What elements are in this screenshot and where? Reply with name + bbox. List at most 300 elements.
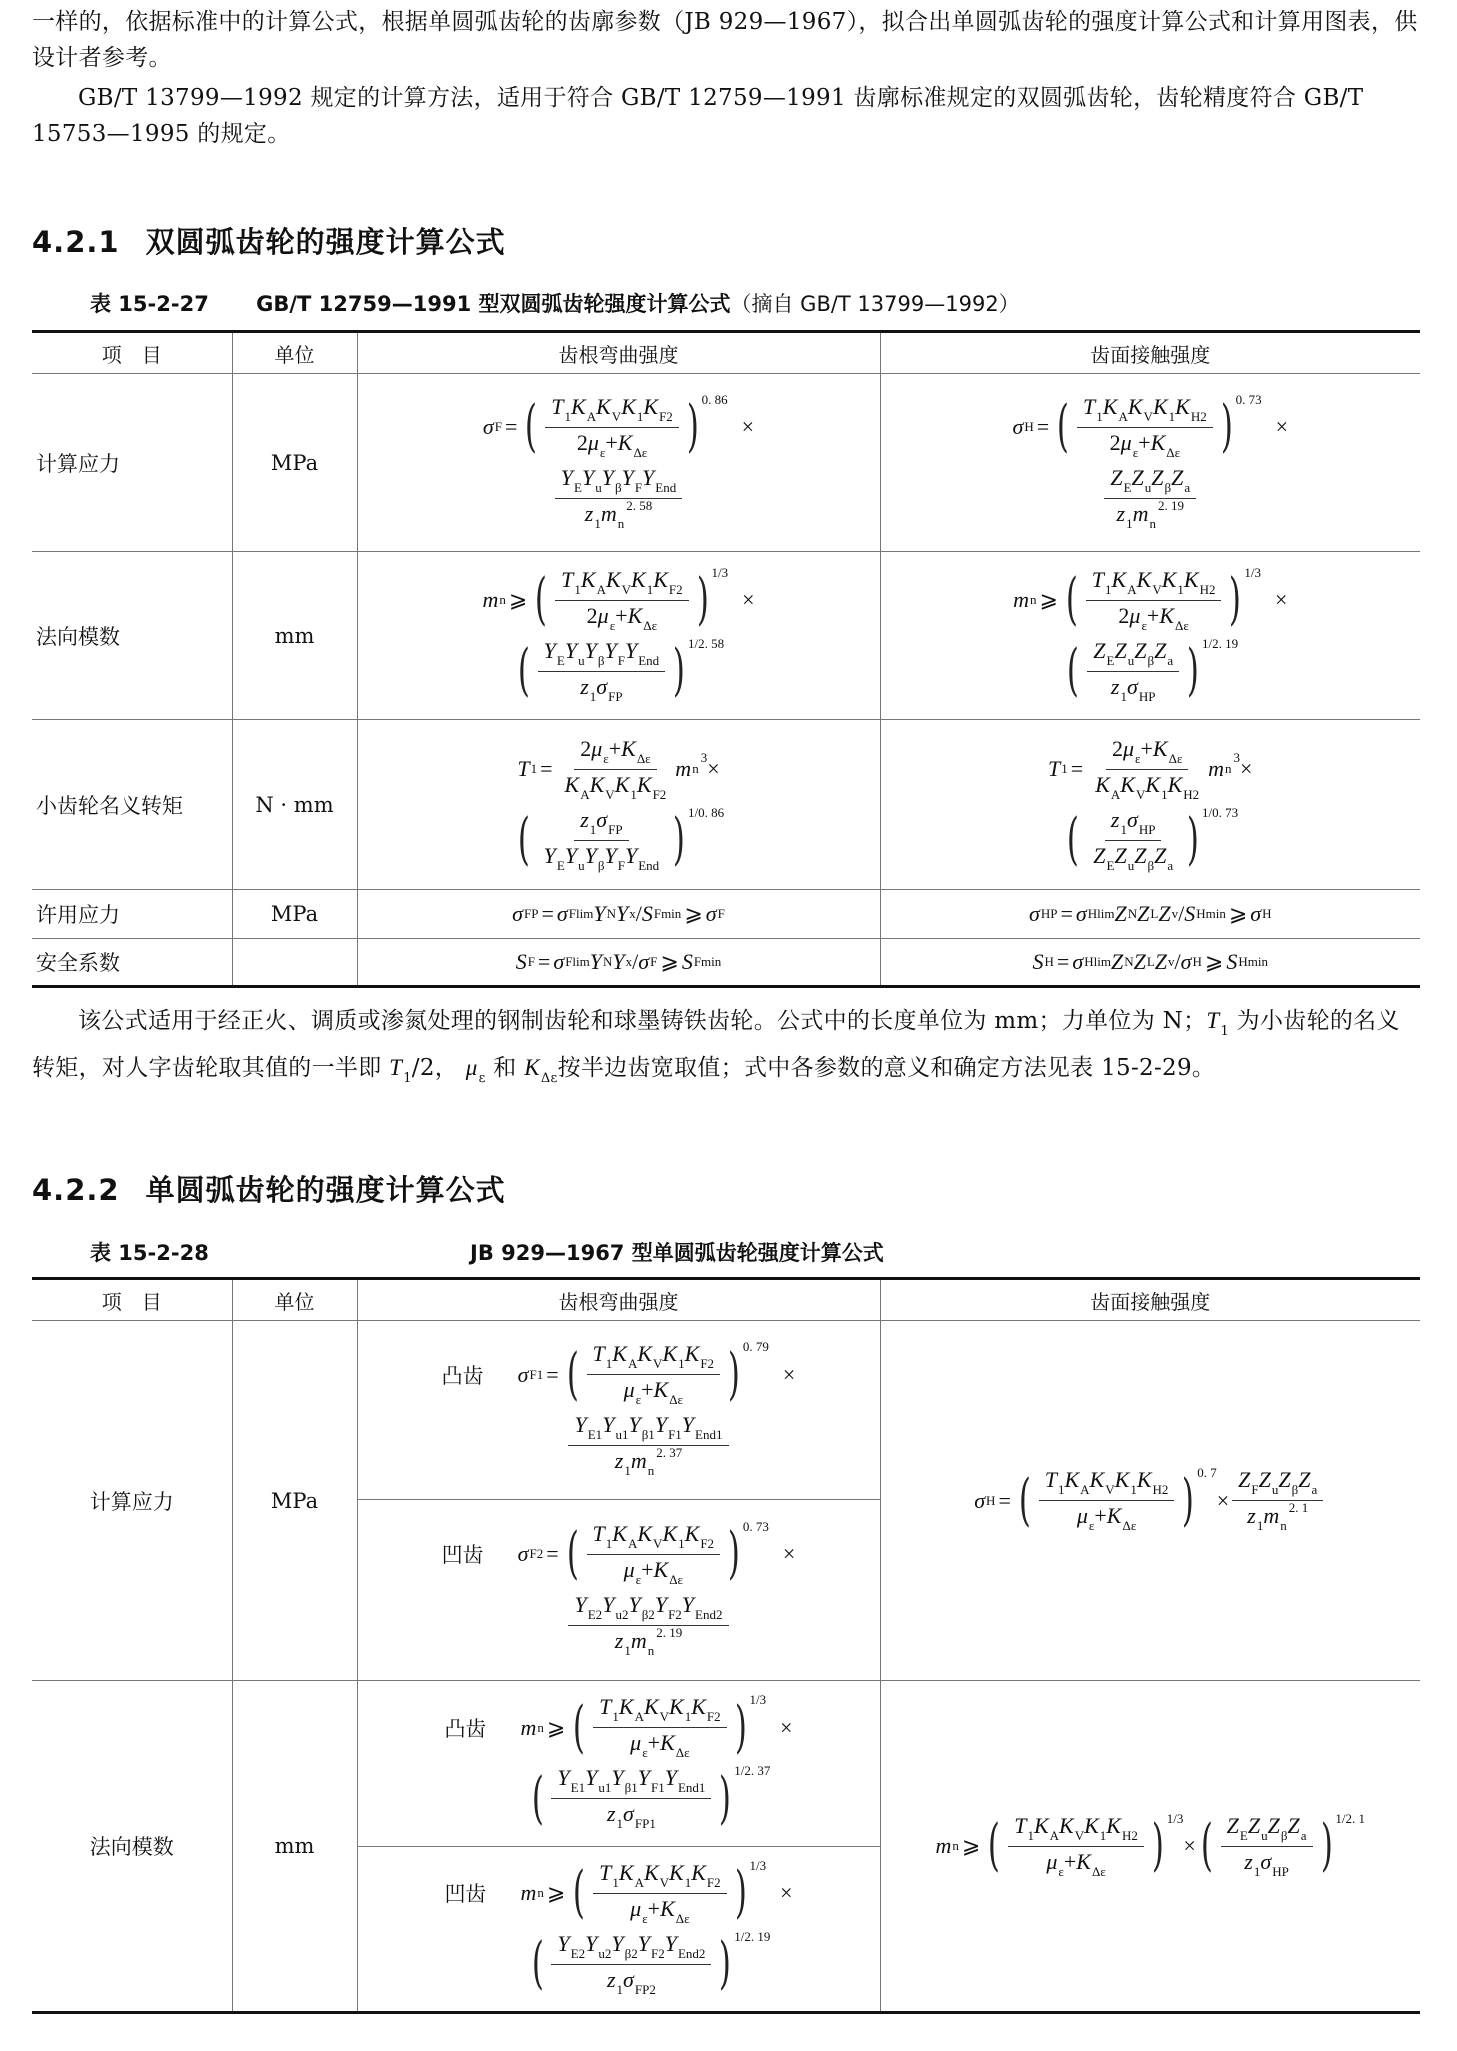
formula-token: FP1 — [634, 1816, 656, 1832]
formula-token: σ — [556, 901, 568, 926]
formula-token: V — [659, 1709, 670, 1725]
formula-token: 1/3 — [711, 564, 729, 580]
formula-token: ) — [727, 1521, 740, 1587]
formula-token: 1 — [1027, 1827, 1034, 1843]
formula-token: ε — [1132, 444, 1139, 460]
formula-token: ) — [734, 1860, 747, 1926]
formula-token: 1 — [1168, 408, 1176, 424]
formula-token: σ — [596, 673, 608, 699]
formula-concave-bending-module — [358, 1846, 880, 2011]
formula-token — [1014, 1467, 1217, 1534]
formula-token: Δε — [675, 1910, 690, 1926]
formula-token: H2 — [1183, 786, 1200, 802]
formula-token: × — [780, 1880, 793, 1906]
formula-token: K — [1159, 602, 1175, 628]
formula-token: K — [1106, 1503, 1122, 1528]
formula-token: K — [617, 429, 633, 455]
formula-token: m — [675, 756, 692, 781]
formula-token: σ — [1250, 901, 1262, 926]
formula-token — [1111, 499, 1190, 532]
table-header-row — [32, 1279, 1420, 1321]
formula-token: A — [627, 1535, 638, 1551]
formula-token: 1 — [1120, 821, 1127, 837]
formula-token: Y — [637, 1930, 650, 1956]
formula-token: z — [584, 500, 594, 526]
table-number: 表 15-2-27 — [90, 292, 209, 316]
formula-token: 1/3 — [1166, 1810, 1184, 1826]
formula-token: Y — [654, 1591, 668, 1617]
formula-token — [527, 1765, 771, 1832]
formula-token: = — [998, 1487, 1011, 1513]
formula-token — [538, 638, 666, 672]
formula-token: 1 — [589, 821, 597, 837]
formula-token — [1104, 465, 1196, 532]
formula-token: Flim — [565, 954, 590, 969]
formula-token: K — [605, 566, 621, 592]
formula-token: 1 — [646, 581, 654, 597]
formula-token: Y — [602, 1591, 615, 1617]
formula-token: V — [1143, 408, 1153, 424]
formula-token — [1008, 1813, 1144, 1880]
formula-token: ) — [734, 1694, 747, 1760]
formula-token: V — [1135, 786, 1146, 802]
row-unit: N · mm — [232, 720, 357, 890]
row-unit: MPa — [232, 374, 357, 552]
formula-token: $\mu_\varepsilon+K_{\Delta\varepsilon}$ — [623, 1377, 684, 1408]
formula-token: T 1 = $\frac{2\mu_\varepsilon+K_{\Delta\varepsilon}}{K_AK_VK_1K_{F2}}$ m n 3 × — [517, 735, 720, 802]
formula-token: E — [556, 857, 565, 873]
formula-token: 0. 86 — [701, 391, 728, 407]
formula-token: Y — [637, 1765, 650, 1791]
formula-token: u — [1127, 652, 1135, 668]
formula-token: n — [1149, 515, 1156, 531]
formula-token: K — [524, 1055, 540, 1080]
formula-token: Y — [604, 637, 617, 663]
formula-token: Δε — [643, 617, 658, 633]
formula-token — [1062, 635, 1239, 705]
formula-token: F1 — [529, 1366, 544, 1382]
formula-token: E2 — [587, 1606, 603, 1622]
formula-contact-module — [880, 552, 1420, 720]
formula-token: Y — [543, 637, 556, 663]
formula-token: Δε — [1168, 750, 1183, 766]
formula-token: V — [653, 1356, 663, 1372]
formula-token: 2. 19 — [656, 1624, 683, 1640]
row-unit: MPa — [232, 890, 357, 939]
formula-token: 1 — [1220, 1024, 1230, 1039]
row-item: 计算应力 — [32, 1321, 232, 1681]
formula-bending-stress — [357, 374, 880, 552]
formula-token: HP — [1138, 821, 1156, 837]
formula-token: 0. 7 — [1197, 1465, 1217, 1480]
formula-token: Z — [1267, 1812, 1280, 1838]
formula-token: ( — [988, 1813, 1001, 1878]
formula-token — [512, 899, 725, 929]
formula-token: a — [1311, 1482, 1318, 1497]
formula-token: 1/3 — [749, 1857, 767, 1873]
formula-token — [545, 394, 679, 461]
formula-token: β — [1164, 479, 1172, 495]
formula-token: F2 — [529, 1546, 544, 1562]
formula-token — [587, 1521, 721, 1555]
formula-token: ( — [531, 1765, 544, 1831]
formula-token — [601, 1799, 662, 1832]
formula-token: 1 — [1161, 786, 1168, 802]
formula-token: Y — [681, 1591, 695, 1617]
formula-token: $2\mu_\varepsilon+K_{\Delta\varepsilon}$ — [576, 429, 648, 460]
formula-token: β — [1147, 652, 1155, 668]
formula-token: ) — [1229, 567, 1242, 632]
formula-token: E — [556, 652, 565, 668]
formula-token — [1241, 1501, 1314, 1534]
header-bending: 齿根弯曲强度 — [357, 1279, 880, 1321]
formula-token: Fmin — [653, 906, 682, 921]
formula-token: 1 — [1256, 1518, 1264, 1533]
formula-token: T — [1083, 393, 1096, 419]
formula-token: S — [681, 949, 693, 974]
formula-token: 1 — [1253, 1863, 1261, 1879]
formula-token: 1 — [1099, 1827, 1107, 1843]
formula-bending-module-cell — [357, 1681, 880, 2013]
formula-token: K — [580, 566, 596, 592]
formula-token: F2 — [651, 1945, 665, 1961]
formula-token: Δε — [669, 1571, 684, 1587]
formula-token: K — [653, 1556, 669, 1582]
formula-token: u1 — [615, 1427, 629, 1443]
table-row — [32, 939, 1420, 987]
formula-token: β — [597, 857, 605, 873]
formula-token: E1 — [570, 1780, 586, 1796]
formula-token: K — [653, 1377, 669, 1403]
formula-token: Z — [1114, 637, 1127, 663]
formula-token — [1013, 392, 1288, 534]
formula-token: A — [596, 581, 606, 597]
formula-token — [1077, 394, 1213, 428]
formula-token: Z — [1154, 949, 1168, 974]
formula-token: A — [1080, 1482, 1090, 1497]
formula-token — [1086, 567, 1222, 634]
row-item: 许用应力 — [32, 890, 232, 939]
section-title: 单圆弧齿轮的强度计算公式 — [145, 1173, 506, 1207]
formula-token: ( — [1067, 807, 1080, 872]
formula-token: T — [1014, 1812, 1027, 1838]
formula-token: β — [1280, 1827, 1288, 1843]
formula-token: A — [1049, 1827, 1060, 1843]
formula-token: V — [653, 1535, 663, 1551]
formula-token: ⩾ — [546, 1714, 566, 1740]
formula-token: V — [611, 408, 622, 424]
formula-token: K — [1102, 393, 1118, 419]
formula-token — [444, 1694, 792, 1761]
formula-token: ε — [1088, 1518, 1095, 1533]
formula-token — [551, 1765, 711, 1799]
formula-bending-stress-cell — [357, 1321, 880, 1681]
formula-token: K — [1152, 735, 1168, 761]
formula-token: Z — [1258, 1467, 1271, 1492]
formula-token: K — [1033, 1812, 1049, 1838]
formula-token: K — [669, 1859, 684, 1885]
formula-token: 1 — [636, 408, 644, 424]
formula-token: $\mu_\varepsilon+K_{\Delta\varepsilon}$ — [1046, 1848, 1106, 1879]
formula-token — [593, 1694, 727, 1728]
formula-token — [441, 1518, 796, 1588]
formula-token — [513, 635, 725, 705]
formula-token: z — [1247, 1503, 1256, 1528]
formula-token: K — [618, 1859, 634, 1885]
formula-token: ( — [525, 394, 538, 459]
formula-token: FP — [608, 821, 623, 837]
formula-token: ( — [566, 1341, 579, 1407]
formula-token: Hlim — [1084, 954, 1111, 969]
formula-token — [467, 1928, 771, 1998]
formula-token: ⩾ — [684, 901, 703, 926]
formula-token: n — [1280, 1518, 1287, 1533]
formula-token: N — [606, 906, 616, 921]
header-unit: 单位 — [232, 1279, 357, 1321]
formula-token: n — [1030, 592, 1037, 607]
formula-token: 1 — [530, 761, 538, 776]
formula-token: K — [1183, 566, 1199, 592]
formula-token: $2\mu_\varepsilon+K_{\Delta\varepsilon}$ — [1109, 429, 1181, 460]
formula-token: m — [1013, 587, 1029, 612]
formula-token: End — [655, 479, 677, 495]
formula-token: Y — [593, 901, 606, 926]
formula-token: m — [1208, 756, 1225, 781]
formula-token — [1008, 1813, 1144, 1847]
formula-token — [505, 1592, 731, 1659]
formula-token — [1105, 672, 1162, 705]
formula-token — [1221, 1813, 1313, 1880]
formula-token: u — [578, 652, 585, 668]
formula-token: K — [1064, 1467, 1080, 1492]
formula-token — [1087, 841, 1179, 874]
formula-token: 1 — [612, 1874, 619, 1890]
formula-token: Z — [1093, 637, 1106, 663]
formula-token: K — [684, 1341, 700, 1367]
formula-token: μ — [587, 429, 599, 455]
formula-token: β — [597, 652, 605, 668]
formula-token — [520, 391, 728, 461]
formula-token: Y — [585, 1930, 598, 1956]
formula-token — [1029, 899, 1272, 929]
formula-token: K — [631, 566, 646, 592]
formula-token: z — [606, 1801, 616, 1827]
formula-token: Z — [1131, 464, 1144, 490]
formula-token: F2 — [668, 1606, 682, 1622]
formula-token: E — [1123, 479, 1132, 495]
formula-token: K — [1111, 566, 1127, 592]
formula-token: ) — [719, 1765, 732, 1831]
formula-token: A — [1118, 408, 1128, 424]
formula-token — [1101, 465, 1199, 532]
formula-token: Y — [584, 842, 597, 868]
formula-token: K — [660, 1730, 675, 1756]
formula-token: K — [618, 1694, 634, 1720]
formula-token: Y — [611, 1765, 624, 1791]
formula-token: β2 — [641, 1606, 655, 1622]
formula-token: End — [638, 652, 660, 668]
formula-token: 1 — [616, 1816, 624, 1832]
formula-token: × — [782, 1361, 796, 1387]
formula-token: ⩾ — [546, 1880, 566, 1906]
formula-token: Z — [1154, 637, 1167, 663]
row-item: 小齿轮名义转矩 — [32, 720, 232, 890]
formula-token: 1 — [678, 1356, 685, 1372]
formula-token: K — [1175, 393, 1190, 419]
formula-token — [442, 1339, 796, 1481]
formula-token: β1 — [641, 1427, 655, 1443]
formula-token: 1 — [684, 1709, 692, 1725]
formula-token — [482, 565, 754, 707]
formula-token: ε — [1058, 1863, 1064, 1879]
formula-token: m — [935, 1833, 952, 1858]
formula-token: 1/0. 73 — [1201, 804, 1239, 820]
formula-token: Flim — [568, 906, 594, 921]
formula-token: σ — [1126, 806, 1138, 832]
formula-token: ε — [1135, 750, 1141, 766]
formula-token — [574, 672, 628, 705]
formula-token: F1 — [651, 1780, 665, 1796]
formula-token: K — [589, 771, 605, 797]
formula-convex-bending-module — [358, 1681, 880, 1846]
formula-token — [555, 465, 683, 499]
formula-token: Y — [611, 1930, 624, 1956]
formula-token: Y — [624, 637, 638, 663]
row-unit: mm — [232, 552, 357, 720]
formula-token: 1 — [605, 1356, 613, 1372]
formula-token: β2 — [624, 1945, 638, 1961]
formula-token: a — [1167, 857, 1174, 873]
formula-token: ) — [673, 807, 686, 872]
formula-token: Z — [1278, 1467, 1291, 1492]
table-row — [32, 552, 1420, 720]
formula-token: ( — [573, 1860, 586, 1926]
formula-token: E — [1106, 857, 1115, 873]
formula-token: z — [614, 1448, 624, 1474]
formula-token: 1 — [1120, 688, 1127, 704]
formula-token — [559, 736, 673, 803]
formula-token: S — [1032, 949, 1044, 974]
formula-token — [568, 1857, 767, 1927]
header-contact: 齿面接触强度 — [880, 1279, 1420, 1321]
formula-token: σ — [1260, 1848, 1272, 1874]
table-header-row — [32, 332, 1420, 374]
formula-token: K — [1152, 393, 1168, 419]
formula-token: T — [1048, 756, 1061, 781]
formula-token: ε — [599, 444, 606, 460]
formula-token: 1 — [594, 515, 601, 531]
section-heading-421 — [32, 220, 506, 261]
convex-tooth-label: 凸齿 — [444, 1716, 487, 1741]
formula-token: S — [515, 949, 527, 974]
formula-token: Y — [642, 464, 655, 490]
formula-token: σ — [1075, 901, 1087, 926]
formula-token — [551, 1765, 711, 1832]
formula-token: F2 — [706, 1709, 721, 1725]
formula-token — [974, 1465, 1326, 1536]
formula-token: Y — [581, 464, 595, 490]
formula-token: Y — [601, 464, 614, 490]
formula-token — [1013, 564, 1288, 634]
formula-token — [983, 1810, 1184, 1880]
formula-token — [574, 807, 628, 841]
formula-token: μ — [597, 602, 609, 628]
formula-token: K — [1145, 771, 1161, 797]
formula-token: Z — [1298, 1467, 1311, 1492]
formula-token: ε — [642, 1745, 648, 1761]
formula-token: 1/2. 37 — [734, 1763, 771, 1779]
table-single-arc-formulas — [32, 1277, 1420, 2014]
formula-token: T — [551, 393, 564, 419]
formula-token: u2 — [615, 1606, 629, 1622]
formula-token: σ — [638, 949, 650, 974]
formula-token: a — [1167, 652, 1174, 668]
formula-token: T — [389, 1055, 403, 1080]
table-row — [32, 720, 1420, 890]
formula-token: Y — [621, 464, 634, 490]
formula-token: = — [505, 414, 518, 439]
formula-token: K — [621, 735, 636, 761]
formula-token: T — [592, 1520, 605, 1546]
formula-token — [1196, 1810, 1365, 1880]
formula-token: A — [627, 1356, 638, 1372]
formula-token: Z — [1226, 1812, 1239, 1838]
formula-token: σ — [1180, 949, 1192, 974]
formula-token: F — [617, 652, 625, 668]
formula-token: × — [741, 414, 755, 439]
formula-token: Z — [1151, 464, 1164, 490]
formula-token: K — [691, 1694, 706, 1720]
formula-token: ⩾ — [1228, 901, 1248, 926]
formula-token — [936, 1811, 1365, 1882]
formula-token: u — [1271, 1482, 1279, 1497]
formula-token — [1238, 1847, 1295, 1880]
formula-token: F2 — [659, 408, 673, 424]
formula-token: n — [537, 1719, 544, 1735]
formula-token — [568, 1592, 728, 1626]
formula-token: Y — [628, 1412, 641, 1438]
formula-token — [538, 841, 666, 874]
formula-token — [1012, 391, 1288, 461]
formula-token: β — [1291, 1482, 1299, 1497]
formula-token — [568, 1592, 728, 1659]
formula-token — [1039, 1467, 1175, 1534]
formula-token — [601, 1965, 662, 1998]
formula-token: 1 — [1130, 1482, 1137, 1497]
formula-token: V — [605, 786, 615, 802]
formula-token: 3 — [1233, 750, 1241, 765]
formula-token: K — [636, 771, 652, 797]
formula-token: ) — [719, 1931, 732, 1997]
formula-token: m — [630, 1627, 647, 1653]
formula-token: = — [540, 756, 553, 781]
formula-token: Z — [1287, 1812, 1300, 1838]
formula-token: H — [1192, 954, 1202, 969]
formula-token — [538, 638, 666, 705]
formula-token: FP2 — [634, 1981, 656, 1997]
formula-token: ) — [696, 567, 709, 632]
formula-token — [593, 1694, 727, 1761]
formula-token: = — [541, 901, 554, 926]
formula-token: m — [482, 587, 499, 612]
formula-token: H — [1262, 906, 1272, 921]
formula-contact-allowable — [880, 890, 1420, 939]
formula-token: ) — [1320, 1813, 1333, 1878]
formula-token: 1 — [616, 1981, 624, 1997]
formula-token: u2 — [598, 1945, 612, 1961]
formula-token: 1/2. 58 — [688, 635, 725, 651]
formula-token: m — [630, 1448, 647, 1474]
